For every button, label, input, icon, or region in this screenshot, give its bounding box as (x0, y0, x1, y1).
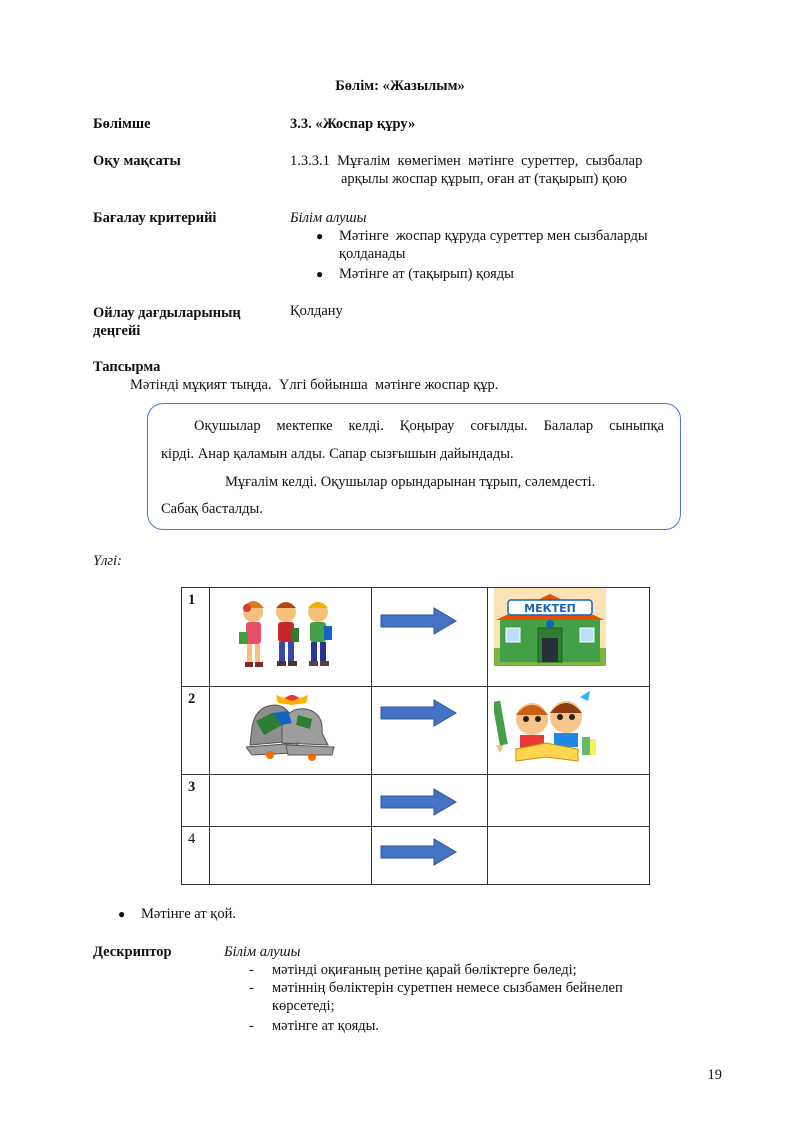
criteria-intro: Білім алушы (290, 210, 367, 226)
table-row (182, 827, 650, 885)
descriptor-label: Дескриптор (93, 944, 172, 960)
arrow-cell (372, 775, 488, 827)
story-line: Оқушылар мектепке келді. Қоңырау соғылды. Балалар сыныпқа (194, 418, 664, 434)
task-label: Тапсырма (93, 359, 161, 375)
row-number: 3 (188, 779, 196, 795)
right-arrow-icon (380, 788, 458, 816)
right-arrow-icon (380, 838, 458, 866)
school-building-icon (494, 588, 606, 666)
descriptor-item-line1: мәтінге ат қояды. (272, 1018, 380, 1034)
criteria-item-line1: Мәтінге ат (тақырып) қояды (339, 266, 514, 282)
table-row (182, 775, 650, 827)
section-title: Бөлім: «Жазылым» (335, 78, 465, 94)
thinking-label-line2: деңгейі (93, 323, 141, 339)
row-number: 4 (188, 831, 196, 847)
picture-cell (210, 687, 372, 775)
table-row (182, 588, 650, 687)
row-number: 1 (188, 592, 196, 608)
objective-line2: арқылы жоспар құрып, оған ат (тақырып) қою (341, 171, 628, 187)
task-instruction: Мәтінді мұқият тыңда. Үлгі бойынша мәтінге жоспар құр. (130, 377, 499, 393)
subsection-value: 3.3. «Жоспар құру» (290, 116, 416, 132)
empty-cell (488, 775, 650, 827)
objective-line1: 1.3.3.1 Мұғалім көмегімен мәтінге суреттер, сызбалар (290, 153, 643, 169)
sample-label: Үлгі: (93, 553, 122, 569)
criteria-item (316, 265, 514, 283)
criteria-item (316, 227, 648, 263)
picture-cell (488, 687, 650, 775)
story-box (147, 403, 681, 530)
arrow-cell (372, 588, 488, 687)
walking-children-icon (238, 594, 338, 674)
empty-cell (210, 775, 372, 827)
bullet-icon: ● (316, 229, 324, 243)
dash-marker: - (249, 980, 254, 996)
table-row (182, 687, 650, 775)
picture-cell (488, 588, 650, 687)
dash-marker: - (249, 962, 254, 978)
criteria-item-line1: Мәтінге жоспар құруда суреттер мен сызбаларды (339, 228, 648, 244)
row-number-cell (182, 588, 210, 687)
descriptor-item (249, 961, 577, 979)
dash-marker: - (249, 1018, 254, 1034)
criteria-item-line2: қолданады (339, 246, 406, 262)
descriptor-item-line1: мәтінді оқиғаның ретіне қарай бөліктерге бөледі; (272, 962, 577, 978)
criteria-label: Бағалау критерийі (93, 210, 217, 226)
row-number-cell (182, 827, 210, 885)
task-bullet-text: Мәтінге ат қой. (141, 906, 236, 922)
bullet-icon: ● (118, 907, 126, 921)
empty-cell (210, 827, 372, 885)
thinking-value: Қолдану (290, 303, 343, 319)
picture-cell (210, 588, 372, 687)
objective-label: Оқу мақсаты (93, 153, 181, 169)
story-line: Сабақ басталды. (161, 501, 263, 517)
arrow-cell (372, 687, 488, 775)
arrow-cell (372, 827, 488, 885)
right-arrow-icon (380, 699, 458, 727)
reading-children-icon (494, 687, 598, 767)
thinking-label-line1: Ойлау дағдыларының (93, 305, 241, 321)
bullet-icon: ● (316, 267, 324, 281)
descriptor-item (249, 979, 623, 1015)
right-arrow-icon (380, 607, 458, 635)
empty-cell (488, 827, 650, 885)
page-number: 19 (707, 1067, 722, 1083)
task-bullet (118, 905, 236, 923)
row-number-cell (182, 775, 210, 827)
story-line: Мұғалім келді. Оқушылар орындарынан тұрып, сәлемдесті. (225, 474, 596, 490)
descriptor-item-line2: көрсетеді; (272, 998, 335, 1014)
row-number: 2 (188, 691, 196, 707)
school-sign-text: МЕКТЕП (524, 602, 576, 615)
plan-table (181, 587, 650, 885)
story-line: кірді. Анар қаламын алды. Сапар сызғышын дайындады. (161, 446, 514, 462)
descriptor-intro: Білім алушы (224, 944, 301, 960)
row-number-cell (182, 687, 210, 775)
school-bell-icon (246, 691, 336, 761)
descriptor-item-line1: мәтіннің бөліктерін суретпен немесе сызбамен бейнелеп (272, 980, 623, 996)
descriptor-item (249, 1017, 379, 1035)
subsection-label: Бөлімше (93, 116, 151, 132)
